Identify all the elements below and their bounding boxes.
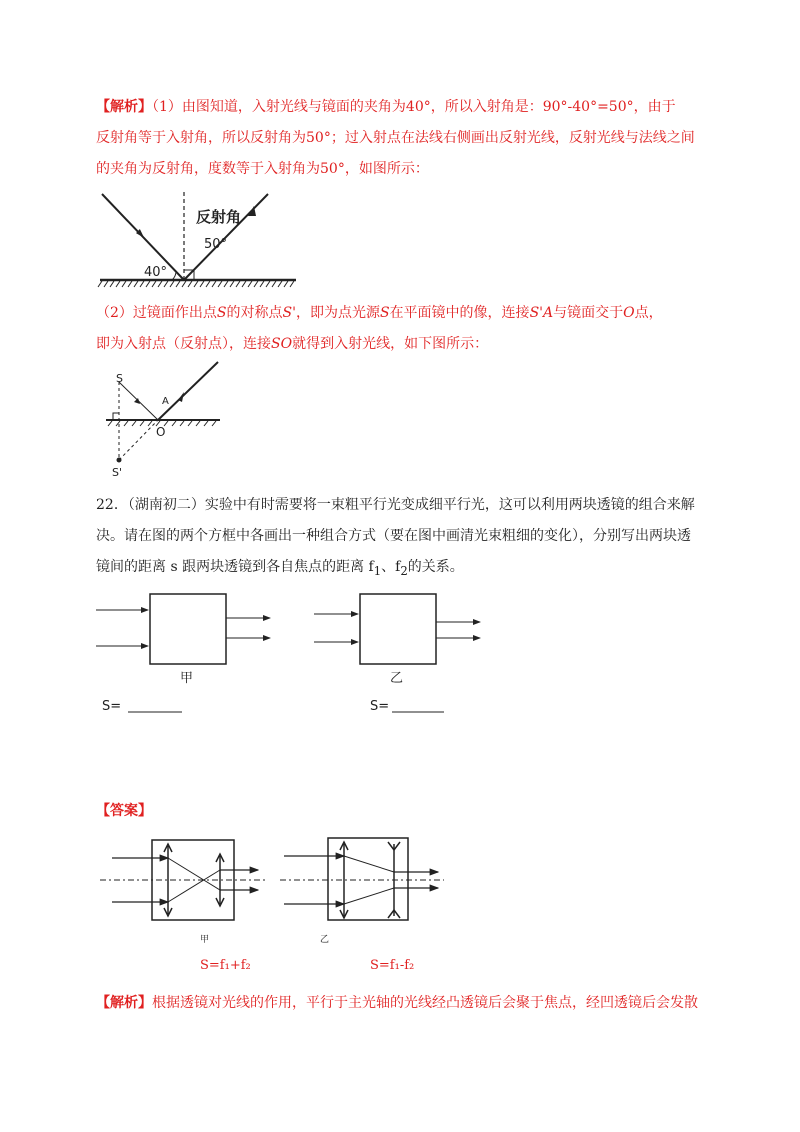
analysis-3-text: 根据透镜对光线的作用，平行于主光轴的光线经凸透镜后会聚于焦点，经凹透镜后会发散 — [152, 995, 698, 1011]
point-s: S — [379, 305, 390, 321]
subscript: 2 — [400, 563, 408, 578]
label-yi: 乙 — [390, 671, 404, 686]
text-span: 在平面镜中的像，连接 — [389, 305, 530, 321]
answer-lens-figure — [98, 834, 448, 946]
image-point — [117, 458, 122, 463]
text-span: 即为入射点（反射点），连接 — [96, 336, 271, 352]
text-span: （2）过镜面作出点 — [96, 305, 217, 321]
label-s-prime: S' — [112, 466, 123, 479]
analysis-1-line-1: （1）由图知道，入射光线与镜面的夹角为40°，所以入射角是：90°-40°=50°，由于 — [152, 99, 676, 115]
analysis-tag: 【解析】 — [96, 99, 152, 115]
text-span: ，即为点光源 — [295, 305, 380, 321]
text-span: 与镜面交于 — [553, 305, 624, 321]
answer-box-yi — [328, 838, 408, 920]
label-a: A — [162, 396, 169, 407]
analysis-1-line-3: 的夹角为反射角，度数等于入射角为50°，如图所示： — [96, 161, 429, 177]
question-22 — [96, 490, 710, 587]
analysis-3 — [96, 988, 710, 1019]
point-s: S — [216, 305, 227, 321]
virtual-ray — [119, 420, 158, 460]
ray-converge-top — [344, 856, 394, 872]
text-span: 就得到入射光线，如下图所示： — [292, 336, 489, 352]
analysis-1-line-2: 反射角等于入射角，所以反射角为50°；过入射点在法线右侧画出反射光线，反射光线与法线之间 — [96, 130, 695, 146]
label-jia: 甲 — [180, 671, 194, 686]
text-span: 、f — [381, 559, 401, 575]
question-boxes-figure — [92, 590, 492, 720]
reflection-angle-label: 反射角 — [196, 208, 242, 226]
label-o: O — [156, 425, 166, 439]
text-span: 的关系。 — [407, 559, 464, 575]
angle-40-label: 40° — [144, 265, 168, 280]
text-span: 点， — [634, 305, 663, 321]
question-22-line-2: 决。请在图的两个方框中各画出一种组合方式（要在图中画清光束粗细的变化），分别写出两块透 — [96, 528, 691, 544]
segment-so: SO — [271, 336, 293, 352]
reflected-ray — [158, 362, 218, 420]
box-jia — [150, 594, 226, 664]
box-yi — [360, 594, 436, 664]
text-span: 的对称点 — [226, 305, 283, 321]
answer-label-jia: 甲 — [200, 935, 210, 945]
mirror-hatching — [98, 281, 294, 287]
point-o: O — [623, 305, 635, 321]
answer-label-yi: 乙 — [320, 935, 330, 945]
formula-right: S=f₁-f₂ — [370, 958, 415, 973]
segment-s-prime-a: S'A — [529, 305, 554, 321]
label-s: S — [116, 372, 123, 385]
formula-left: S=f₁+f₂ — [200, 958, 251, 973]
s-blank-left: S= — [102, 699, 122, 714]
question-22-line-1: 22．（湖南初二）实验中有时需要将一束粗平行光变成细平行光，这可以利用两块透镜的组合来解 — [96, 497, 695, 513]
analysis-2 — [96, 298, 710, 360]
right-angle-mark — [113, 413, 119, 420]
ray-converge-bottom — [344, 888, 394, 904]
analysis-tag: 【解析】 — [96, 995, 152, 1011]
angle-50-label: 50° — [204, 237, 228, 252]
reflection-angle-figure — [96, 186, 306, 290]
analysis-1 — [96, 92, 710, 185]
ray-cross-1 — [168, 858, 220, 890]
ray-cross-2 — [168, 870, 220, 902]
text-span: 镜间的距离 s 跟两块透镜到各自焦点的距离 f — [96, 559, 374, 575]
mirror-image-figure — [100, 360, 240, 480]
s-blank-right: S= — [370, 699, 390, 714]
answer-tag: 【答案】 — [96, 803, 152, 819]
point-s-prime: S' — [282, 305, 296, 321]
subscript: 1 — [373, 563, 382, 578]
